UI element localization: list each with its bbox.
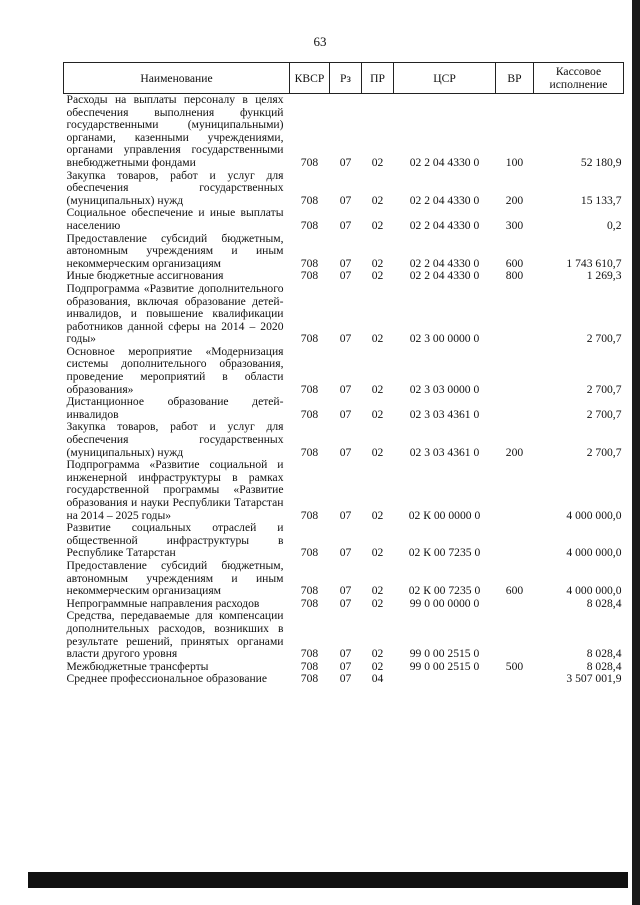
- row-amount: 8 028,4: [586, 647, 622, 661]
- table-row: [64, 170, 624, 208]
- table-row: [64, 346, 624, 396]
- table-row: [64, 396, 624, 421]
- table-row: [64, 94, 624, 170]
- row-ksvr: 708: [300, 193, 319, 207]
- table-row: [64, 610, 624, 660]
- row-ksvr: 708: [300, 382, 319, 396]
- row-csr: 02 2 04 4330 0: [409, 218, 480, 232]
- row-amount: 1 269,3: [586, 269, 622, 283]
- row-vr: [496, 610, 534, 660]
- table-row: [64, 233, 624, 271]
- row-pr: 02: [371, 193, 384, 207]
- row-vr: [496, 522, 534, 560]
- row-ksvr: 708: [300, 672, 319, 686]
- row-vr: [496, 598, 534, 611]
- row-ksvr: 708: [300, 647, 319, 661]
- table-row: [64, 459, 624, 522]
- row-pr: 02: [371, 584, 384, 598]
- row-name: Среднее профессиональное образование: [66, 672, 268, 686]
- row-amount: 4 000 000,0: [566, 508, 622, 522]
- row-name: Закупка товаров, работ и услуг для обеспечения государственных (муниципальных) нужд: [66, 168, 284, 207]
- row-amount: 2 700,7: [586, 332, 622, 346]
- row-amount: 15 133,7: [580, 193, 622, 207]
- row-amount: 2 700,7: [586, 445, 622, 459]
- row-amount: 52 180,9: [580, 155, 622, 169]
- row-vr: 500: [505, 659, 524, 673]
- row-pr: 02: [371, 256, 384, 270]
- row-rz: 07: [339, 193, 352, 207]
- row-amount: 1 743 610,7: [566, 256, 622, 270]
- row-ksvr: 708: [300, 332, 319, 346]
- row-name: Социальное обеспечение и иные выплаты населению: [66, 206, 284, 232]
- row-ksvr: 708: [300, 155, 319, 169]
- row-pr: 02: [371, 508, 384, 522]
- row-vr: 200: [505, 193, 524, 207]
- row-name: Иные бюджетные ассигнования: [66, 269, 224, 283]
- row-vr: 300: [505, 218, 524, 232]
- row-csr: 02 2 04 4330 0: [409, 269, 480, 283]
- row-csr: 02 3 03 4361 0: [409, 407, 480, 421]
- table-row: [64, 560, 624, 598]
- row-ksvr: 708: [300, 256, 319, 270]
- row-vr: 600: [505, 584, 524, 598]
- row-csr: 02 К 00 7235 0: [408, 546, 481, 560]
- row-amount: 2 700,7: [586, 382, 622, 396]
- header-amount: Кассовое исполнение: [534, 63, 624, 94]
- budget-execution-table: [63, 62, 624, 686]
- row-rz: 07: [339, 256, 352, 270]
- scan-right-border: [632, 0, 640, 905]
- row-rz: 07: [339, 155, 352, 169]
- row-name: Непрограммные направления расходов: [66, 596, 260, 610]
- row-name: Развитие социальных отраслей и общественной инфраструктуры в Республике Татарстан: [66, 521, 284, 560]
- row-vr: [496, 459, 534, 522]
- row-csr: 02 2 04 4330 0: [409, 193, 480, 207]
- row-csr: [394, 673, 496, 686]
- row-amount: 2 700,7: [586, 407, 622, 421]
- row-rz: 07: [339, 218, 352, 232]
- row-ksvr: 708: [300, 584, 319, 598]
- header-ksvr: КВСР: [290, 63, 330, 94]
- row-amount: 3 507 001,9: [566, 672, 622, 686]
- scan-bottom-border: [28, 872, 628, 888]
- row-ksvr: 708: [300, 659, 319, 673]
- row-rz: 07: [339, 269, 352, 283]
- row-csr: 02 2 04 4330 0: [409, 256, 480, 270]
- row-pr: 02: [371, 155, 384, 169]
- row-amount: 8 028,4: [586, 659, 622, 673]
- row-ksvr: 708: [300, 218, 319, 232]
- table-header-row: [64, 63, 624, 94]
- row-pr: 02: [371, 332, 384, 346]
- row-rz: 07: [339, 672, 352, 686]
- row-ksvr: 708: [300, 508, 319, 522]
- row-csr: 02 К 00 0000 0: [408, 508, 481, 522]
- row-name: Расходы на выплаты персоналу в целях обеспечения выполнения функций государственными (муниципальными) органами, казенными учреждениями, органами управления государственными внебюджетными фондами: [66, 93, 284, 169]
- row-amount: 4 000 000,0: [566, 546, 622, 560]
- page-number: 63: [313, 34, 327, 49]
- row-pr: 04: [371, 672, 384, 686]
- header-rz: Рз: [330, 63, 362, 94]
- row-csr: 99 0 00 2515 0: [409, 647, 480, 661]
- row-name: Межбюджетные трансферты: [66, 659, 209, 673]
- row-rz: 07: [339, 596, 352, 610]
- header-name: Наименование: [64, 63, 290, 94]
- row-name: Подпрограмма «Развитие социальной и инженерной инфраструктуры в рамках государственной программы «Развитие образования и науки Республики Татарстан на 2014 – 2025 годы»: [66, 458, 284, 522]
- row-pr: 02: [371, 218, 384, 232]
- table-row: [64, 207, 624, 232]
- row-amount: 8 028,4: [586, 596, 622, 610]
- row-pr: 02: [371, 659, 384, 673]
- row-ksvr: 708: [300, 445, 319, 459]
- table-row: [64, 283, 624, 346]
- row-csr: 99 0 00 2515 0: [409, 659, 480, 673]
- row-pr: 02: [371, 596, 384, 610]
- row-pr: 02: [371, 546, 384, 560]
- row-ksvr: 708: [300, 269, 319, 283]
- row-vr: 800: [505, 269, 524, 283]
- row-name: Предоставление субсидий бюджетным, автономным учреждениям и иным некоммерческим организациям: [66, 558, 284, 598]
- row-pr: 02: [371, 407, 384, 421]
- header-pr: ПР: [362, 63, 394, 94]
- header-vr: ВР: [496, 63, 534, 94]
- row-name: Подпрограмма «Развитие дополнительного образования, включая образование детей-инвалидов, и повышение квалификации работников данной сферы на 2014 – 2020 годы»: [66, 281, 284, 346]
- row-csr: 02 3 03 0000 0: [409, 382, 480, 396]
- row-ksvr: 708: [300, 407, 319, 421]
- row-name: Основное мероприятие «Модернизация системы дополнительного образования, проведение мероприятий в области образования»: [66, 344, 284, 396]
- table-row: [64, 673, 624, 686]
- row-rz: 07: [339, 584, 352, 598]
- row-csr: 02 3 03 4361 0: [409, 445, 480, 459]
- table-row: [64, 421, 624, 459]
- row-amount: 0,2: [607, 218, 622, 232]
- row-vr: 100: [505, 155, 524, 169]
- row-name: Предоставление субсидий бюджетным, автономным учреждениям и иным некоммерческим организациям: [66, 231, 284, 270]
- row-name: Средства, передаваемые для компенсации дополнительных расходов, возникших в результате решений, принятых органами власти другого уровня: [66, 609, 284, 661]
- row-vr: [496, 396, 534, 421]
- row-vr: [496, 673, 534, 686]
- row-rz: 07: [339, 382, 352, 396]
- row-pr: 02: [371, 382, 384, 396]
- row-pr: 02: [371, 647, 384, 661]
- row-vr: [496, 283, 534, 346]
- row-csr: 02 К 00 7235 0: [408, 584, 481, 598]
- table-row: [64, 522, 624, 560]
- row-vr: 600: [505, 256, 524, 270]
- row-rz: 07: [339, 445, 352, 459]
- row-csr: 02 2 04 4330 0: [409, 155, 480, 169]
- row-pr: 02: [371, 445, 384, 459]
- row-amount: 4 000 000,0: [566, 584, 622, 598]
- header-csr: ЦСР: [394, 63, 496, 94]
- row-rz: 07: [339, 332, 352, 346]
- row-rz: 07: [339, 647, 352, 661]
- row-csr: 99 0 00 0000 0: [409, 596, 480, 610]
- row-ksvr: 708: [300, 596, 319, 610]
- row-pr: 02: [371, 269, 384, 283]
- row-rz: 07: [339, 508, 352, 522]
- row-ksvr: 708: [300, 546, 319, 560]
- row-rz: 07: [339, 659, 352, 673]
- row-name: Дистанционное образование детей-инвалидов: [66, 395, 284, 421]
- row-rz: 07: [339, 407, 352, 421]
- row-vr: [496, 346, 534, 396]
- row-rz: 07: [339, 546, 352, 560]
- row-vr: 200: [505, 445, 524, 459]
- row-name: Закупка товаров, работ и услуг для обеспечения государственных (муниципальных) нужд: [66, 420, 284, 459]
- row-csr: 02 3 00 0000 0: [409, 332, 480, 346]
